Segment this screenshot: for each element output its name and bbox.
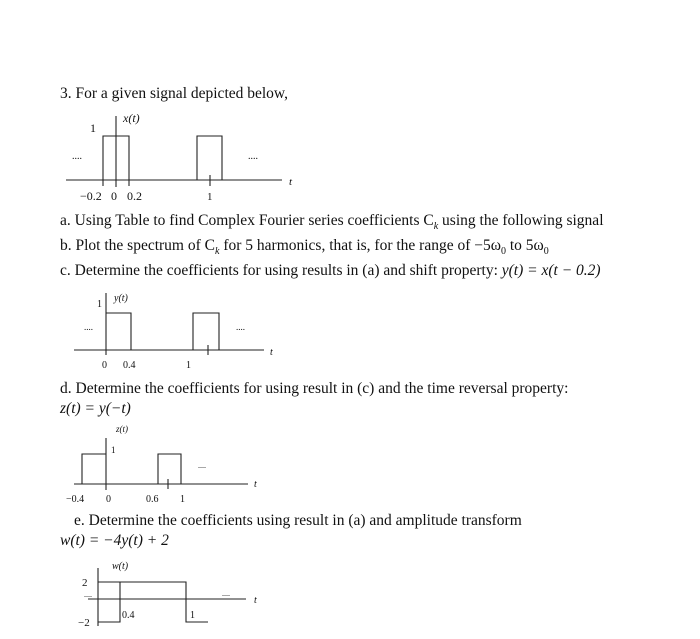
- z-tick-label-1: 1: [180, 494, 185, 505]
- x-dots-right: ....: [248, 151, 258, 162]
- graph-x: [66, 111, 293, 203]
- z-ylabel: z(t): [116, 424, 128, 434]
- y-dots-right: ....: [236, 322, 245, 332]
- w-ylabel: w(t): [112, 561, 129, 572]
- x-ylabel: x(t): [123, 111, 140, 125]
- y-ylabel: y(t): [114, 293, 128, 304]
- x-tick-label-0: 0: [111, 189, 117, 203]
- graph-z: [66, 424, 257, 505]
- y-tick-label-1: 1: [186, 360, 191, 371]
- z-tick-label-neg04: −0.4: [66, 494, 85, 505]
- x-t-label: t: [289, 176, 293, 188]
- w-amp-neg: −2: [78, 617, 90, 629]
- part-e-equation: w(t) = −4y(t) + 2: [60, 532, 169, 549]
- w-dots-left: ....: [84, 590, 92, 599]
- w-dots-right: ....: [222, 589, 230, 598]
- x-amp-label: 1: [90, 121, 96, 135]
- x-tick-label-1: 1: [207, 191, 213, 203]
- z-tick-label-06: 0.6: [146, 494, 159, 505]
- w-tick-label-1: 1: [190, 610, 195, 621]
- z-t-label: t: [254, 479, 257, 490]
- graph-y: [74, 293, 273, 371]
- y-dots-left: ....: [84, 322, 93, 332]
- w-tick-label-04: 0.4: [122, 610, 135, 621]
- y-t-label: t: [270, 347, 273, 358]
- y-tick-label-04: 0.4: [123, 360, 136, 371]
- z-pulse-right: [158, 454, 181, 484]
- w-amp-pos: 2: [82, 577, 88, 589]
- w-t-label: t: [254, 595, 257, 606]
- y-pulse-center: [106, 313, 131, 350]
- part-c: c. Determine the coefficients for using results in (a) and shift property: y(t) = x(t − 0.2): [60, 262, 601, 279]
- z-amp-label: 1: [111, 445, 116, 455]
- z-dots-right: ....: [198, 461, 206, 470]
- part-b: b. Plot the spectrum of $C_k$ for 5 harmonics, that is, for the range of $-5\omega_0$ to $5\omega_0$: [60, 237, 549, 258]
- w-low-segment: [98, 582, 120, 622]
- x-dots-left: ....: [72, 151, 82, 162]
- y-pulse-right: [193, 313, 219, 350]
- y-amp-label: 1: [97, 299, 102, 310]
- y-tick-label-0: 0: [102, 360, 107, 371]
- x-tick-label-02: 0.2: [127, 189, 142, 203]
- problem-heading: 3. For a given signal depicted below,: [60, 85, 288, 102]
- x-tick-label-neg02: −0.2: [80, 189, 102, 203]
- z-tick-label-0: 0: [106, 494, 111, 505]
- part-e: e. Determine the coefficients using result in (a) and amplitude transform: [74, 512, 522, 529]
- x-pulse-right: [197, 136, 222, 180]
- part-a: a. Using Table to find Complex Fourier series coefficients $C_k$ using the following signal: [60, 212, 604, 233]
- graph-w: [78, 561, 257, 629]
- part-d-equation: z(t) = y(−t): [60, 400, 131, 417]
- z-pulse-center: [82, 454, 106, 484]
- part-d: d. Determine the coefficients for using result in (c) and the time reversal property:: [60, 380, 569, 397]
